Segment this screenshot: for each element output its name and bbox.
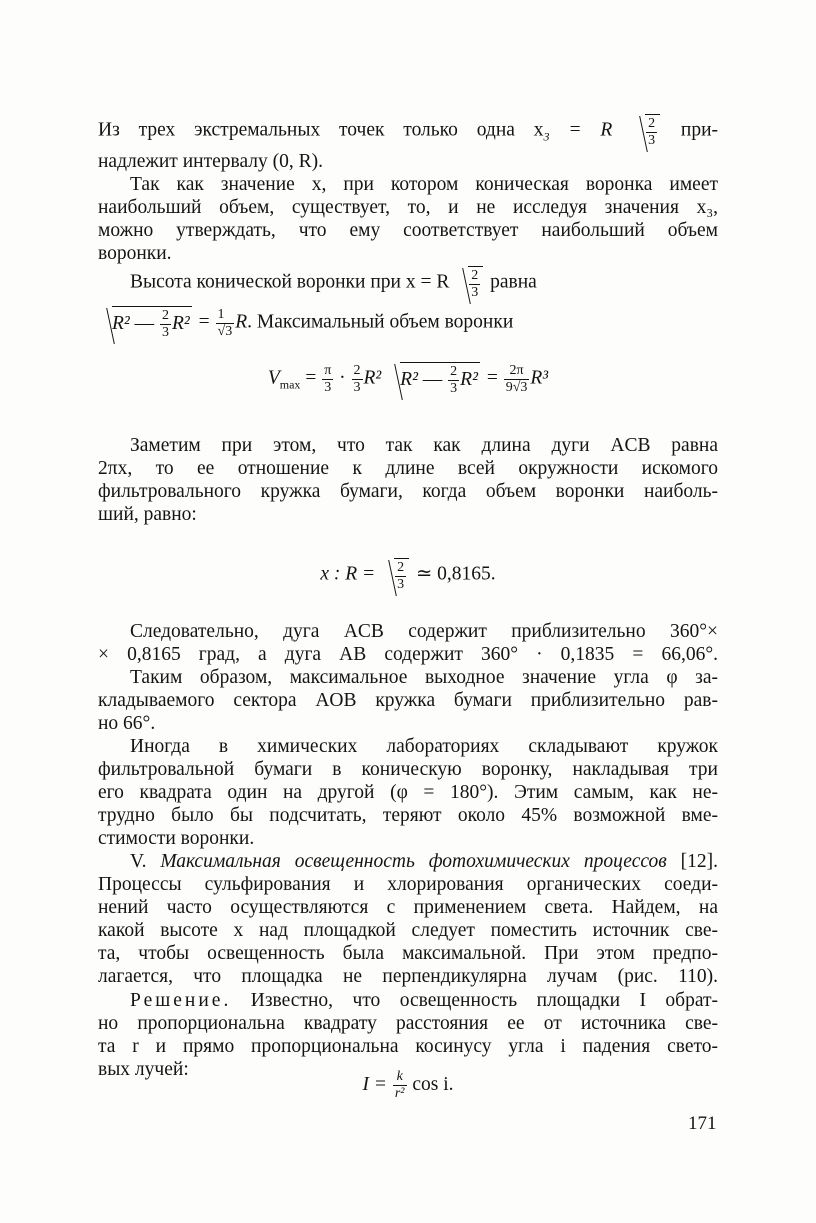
sqrt-symbol: R² — $\frac{2}{3}$ R² bbox=[386, 362, 480, 396]
text-line: Процессы сульфирования и хлорирования органических соеди- bbox=[98, 874, 718, 895]
fraction: $\frac{1}{√3}$ bbox=[217, 306, 233, 339]
fraction: $\frac{2}{3}$ bbox=[648, 116, 656, 148]
fraction: $\frac{2}{3}$ bbox=[353, 362, 361, 395]
text-line: стимости воронки. bbox=[98, 828, 255, 849]
text-line: фильтровального кружка бумаги, когда объем воронки наиболь- bbox=[98, 481, 718, 502]
text-line: лагается, что площадка не перпендикулярна лучам (рис. 110). bbox=[98, 966, 718, 987]
text-line bbox=[130, 266, 718, 300]
text-line: наибольший объем, существует, то, и не исследуя значения x₃, bbox=[98, 197, 718, 218]
fraction: $\frac{2\pi}{9√3}$ bbox=[505, 362, 528, 395]
fraction: $\frac{k}{\text{r²}}$ bbox=[394, 1069, 405, 1101]
text-line: какой высоте x над площадкой следует поместить источник све- bbox=[98, 920, 718, 941]
text-line: нений часто осуществляются с применением света. Найдем, на bbox=[98, 897, 718, 918]
formula-illuminance: I = $\frac{k}{\text{r²}}$ cos i. bbox=[362, 1069, 454, 1101]
text-line: Следовательно, дуга ACB содержит приблизительно 360°× bbox=[130, 621, 718, 642]
text-line: Таким образом, максимальное выходное значение угла φ за- bbox=[130, 667, 718, 688]
sqrt-symbol bbox=[631, 114, 660, 148]
text-line: Так как значение x, при котором коническая воронка имеет bbox=[130, 174, 718, 195]
sqrt-symbol bbox=[380, 558, 409, 592]
sqrt-symbol bbox=[454, 266, 483, 300]
text-line: можно утверждать, что ему соответствует наибольший объем bbox=[98, 220, 718, 241]
fraction: $\frac{2}{3}$ bbox=[397, 560, 405, 592]
page-number: 171 bbox=[688, 1113, 717, 1134]
text-line: вых лучей: bbox=[98, 1059, 189, 1080]
text-span: Высота конической воронки при x = R bbox=[130, 271, 450, 293]
text-line: Иногда в химических лабораториях складывают кружок bbox=[130, 736, 718, 757]
text-span: = R bbox=[549, 119, 613, 141]
text-line: 2πx, то ее отношение к длине всей окружности искомого bbox=[98, 458, 718, 479]
formula-vmax: $V_{max}$ = $\frac{\pi}{3}$ · $\frac{2}{3}$ R² R² — $\frac{2}{3}$ R² = $\frac{2\pi}{9√3}$ R³ bbox=[267, 362, 549, 396]
sqrt-symbol: R² — $\frac{2}{3}$ R² bbox=[98, 306, 192, 340]
text-line bbox=[98, 114, 718, 148]
section-heading-line: V. Максимальная освещенность фотохимических процессов [12]. bbox=[130, 851, 718, 872]
text-line: кладываемого сектора AOB кружка бумаги приблизительно рав- bbox=[98, 690, 718, 711]
fraction: $\frac{2}{3}$ bbox=[450, 364, 458, 396]
formula-ratio: x : R = $\frac{2}{3}$ ≃ 0,8165. bbox=[320, 560, 496, 592]
solution-label: Решение. bbox=[130, 990, 232, 1011]
subscript: 3 bbox=[543, 129, 550, 144]
formula-line: R² — $\frac{2}{3}$ R² = $\frac{1}{√3}$ R. Максимальный объем воронки bbox=[98, 306, 718, 340]
text-line: × 0,8165 град, а дуга AB содержит 360° · 0,1835 = 66,06°. bbox=[98, 644, 718, 665]
text-line: его квадрата один на другой (φ = 180°). Этим самым, как не- bbox=[98, 782, 718, 803]
text-line: Заметим при этом, что так как длина дуги ACB равна bbox=[130, 435, 718, 456]
text-line: трудно было бы подсчитать, теряют около 45% возможной вме- bbox=[98, 805, 718, 826]
text-line: ший, равно: bbox=[98, 504, 197, 525]
text-line: но пропорциональна квадрату расстояния ее от источника све- bbox=[98, 1013, 718, 1034]
fraction: $\frac{2}{3}$ bbox=[471, 268, 479, 300]
text-span: при- bbox=[680, 119, 719, 141]
text-span: равна bbox=[490, 271, 537, 293]
text-span: Из трех экстремальных точек только одна x bbox=[98, 119, 544, 141]
text-line: но 66°. bbox=[98, 713, 156, 734]
fraction: $\frac{\pi}{3}$ bbox=[324, 362, 332, 395]
section-title: Максимальная освещенность фотохимических процессов bbox=[160, 851, 667, 872]
text-line: та r и прямо пропорциональна косинусу угла i падения свето- bbox=[98, 1036, 718, 1057]
text-line: надлежит интервалу (0, R). bbox=[98, 151, 324, 172]
text-line: та, чтобы освещенность была максимальной. При этом предпо- bbox=[98, 943, 718, 964]
fraction: $\frac{2}{3}$ bbox=[162, 308, 170, 340]
text-line: Решение. Известно, что освещенность площадки I обрат- bbox=[130, 990, 718, 1011]
text-line: фильтровальной бумаги в коническую воронку, накладывая три bbox=[98, 759, 718, 780]
text-line: воронки. bbox=[98, 243, 172, 264]
